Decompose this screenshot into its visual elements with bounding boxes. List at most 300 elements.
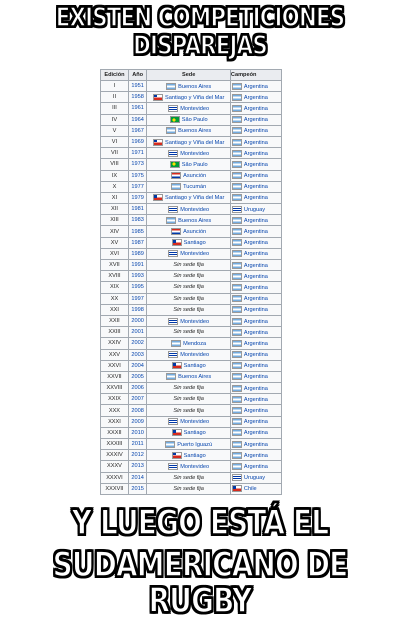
cell-sede (147, 204, 231, 215)
cell-sede (147, 416, 231, 427)
flag-br-icon (170, 161, 180, 168)
cell-campeon (230, 237, 281, 248)
table-row (101, 237, 282, 248)
edicion-label: V (112, 127, 117, 134)
sede-label[interactable]: Buenos Aires (178, 128, 212, 135)
cell-sede (147, 338, 231, 349)
cell-campeon (230, 394, 281, 405)
cell-ano (128, 215, 147, 226)
ano-link[interactable]: 1987 (131, 239, 144, 246)
cell-ano (128, 159, 147, 170)
ano-link[interactable]: 1971 (131, 150, 144, 157)
ano-link[interactable]: 1977 (131, 183, 144, 190)
table-header-row (101, 70, 282, 81)
cell-campeon (230, 293, 281, 304)
ano-link[interactable]: 1975 (131, 172, 144, 179)
sede-label[interactable]: Asunción (183, 229, 207, 236)
edicion-label: XXXVII (105, 485, 124, 492)
edicion-label: XXIX (108, 396, 121, 403)
table-row (101, 271, 282, 282)
ano-link[interactable]: 2004 (131, 362, 144, 369)
sede-label[interactable]: Montevideo (180, 251, 210, 258)
campeon-label[interactable]: Argentina (243, 184, 268, 191)
ano-link[interactable]: 1989 (131, 250, 144, 257)
flag-ar-icon (232, 284, 242, 291)
cell-campeon (230, 148, 281, 159)
sede-label[interactable]: Santiago (183, 363, 206, 370)
flag-ar-icon (232, 161, 242, 168)
campeon-label[interactable]: Argentina (243, 195, 268, 202)
flag-ar-icon (232, 94, 242, 101)
cell-sede (147, 125, 231, 136)
cell-sede (147, 439, 231, 450)
edicion-label: XXVII (107, 373, 122, 380)
sede-label[interactable]: São Paulo (181, 161, 208, 168)
cell-campeon (230, 136, 281, 147)
cell-ano (128, 427, 147, 438)
flag-ar-icon (165, 441, 175, 448)
cell-ano (128, 360, 147, 371)
cell-ano (128, 260, 147, 271)
table-body (101, 81, 282, 495)
ano-link[interactable]: 1985 (131, 228, 144, 235)
cell-sede (147, 271, 231, 282)
cell-campeon (230, 472, 281, 483)
cell-sede (147, 405, 231, 416)
table-row (101, 416, 282, 427)
edicion-label: II (112, 94, 116, 101)
table-row (101, 461, 282, 472)
campeon-label[interactable]: Argentina (243, 363, 268, 370)
campeon-label[interactable]: Argentina (243, 217, 268, 224)
table-row (101, 204, 282, 215)
campeon-label[interactable]: Argentina (243, 441, 268, 448)
bottom-caption-line1: Y LUEGO ESTÁ EL (71, 503, 329, 543)
campeon-label[interactable]: Argentina (243, 352, 268, 359)
cell-sede (147, 226, 231, 237)
header-campeon[interactable]: Campeón (230, 70, 281, 81)
flag-ar-icon (232, 105, 242, 112)
ano-link[interactable]: 2010 (131, 429, 144, 436)
cell-campeon (230, 125, 281, 136)
campeon-label[interactable]: Argentina (243, 396, 268, 403)
ano-link[interactable]: 2011 (131, 441, 144, 448)
cell-campeon (230, 181, 281, 192)
campeon-label[interactable]: Argentina (243, 161, 268, 168)
ano-link[interactable]: 2007 (131, 396, 144, 403)
ano-link[interactable]: 2002 (131, 340, 144, 347)
flag-ar-icon (232, 318, 242, 325)
sede-label[interactable]: São Paulo (181, 117, 208, 124)
ano-link[interactable]: 1967 (131, 127, 144, 134)
cell-ano (128, 394, 147, 405)
campeon-label[interactable]: Uruguay (243, 206, 266, 213)
campeon-label[interactable]: Argentina (243, 117, 268, 124)
cell-edicion (101, 215, 129, 226)
cell-sede (147, 360, 231, 371)
flag-cl-icon (153, 94, 163, 101)
ano-link[interactable]: 1973 (131, 161, 144, 168)
sede-label[interactable]: Santiago y Viña del Mar (165, 94, 225, 101)
ano-link[interactable]: 2005 (131, 373, 144, 380)
cell-ano (128, 237, 147, 248)
flag-ar-icon (232, 329, 242, 336)
ano-link[interactable]: 2008 (131, 407, 144, 414)
cell-campeon (230, 483, 281, 494)
cell-sede (147, 349, 231, 360)
edicion-label: XVII (109, 262, 120, 269)
cell-sede (147, 327, 231, 338)
sede-label[interactable]: Santiago (183, 452, 206, 459)
cell-campeon (230, 192, 281, 203)
sede-label[interactable]: Santiago y Viña del Mar (165, 195, 225, 202)
cell-sede (147, 427, 231, 438)
cell-edicion (101, 226, 129, 237)
ano-link[interactable]: 2013 (131, 463, 144, 470)
cell-edicion (101, 383, 129, 394)
edicion-label: XII (111, 206, 118, 213)
flag-uy-icon (168, 105, 178, 112)
cell-edicion (101, 237, 129, 248)
sede-label[interactable]: Tucumán (183, 184, 207, 191)
flag-ar-icon (232, 463, 242, 470)
ano-link[interactable]: 2006 (131, 385, 144, 392)
sede-label[interactable]: Montevideo (180, 105, 210, 112)
cell-ano (128, 125, 147, 136)
ano-link[interactable]: 1958 (131, 94, 144, 101)
cell-campeon (230, 103, 281, 114)
edicion-label: XXV (108, 351, 121, 358)
cell-campeon (230, 226, 281, 237)
cell-edicion (101, 92, 129, 103)
campeon-label[interactable]: Argentina (243, 273, 268, 280)
sede-label: Sin sede fija (173, 329, 204, 336)
ano-link[interactable]: 2009 (131, 418, 144, 425)
sede-label[interactable]: Santiago y Viña del Mar (165, 139, 225, 146)
ano-link[interactable]: 1991 (131, 262, 144, 269)
campeon-label[interactable]: Uruguay (243, 475, 266, 482)
cell-campeon (230, 371, 281, 382)
table-row (101, 472, 282, 483)
cell-sede (147, 81, 231, 92)
cell-sede (147, 248, 231, 259)
flag-ar-icon (171, 183, 181, 190)
cell-ano (128, 271, 147, 282)
cell-edicion (101, 439, 129, 450)
flag-ar-icon (232, 452, 242, 459)
cell-ano (128, 349, 147, 360)
edicion-label: IX (111, 172, 118, 179)
edicion-label: XXXI (108, 418, 121, 425)
flag-ar-icon (232, 441, 242, 448)
edicion-label: XI (111, 194, 118, 201)
cell-ano (128, 181, 147, 192)
campeon-label[interactable]: Argentina (243, 251, 268, 258)
sede-label[interactable]: Montevideo (180, 352, 210, 359)
sede-label[interactable]: Montevideo (180, 206, 210, 213)
cell-campeon (230, 304, 281, 315)
sede-label: Sin sede fija (173, 284, 204, 291)
campeon-label[interactable]: Argentina (243, 105, 268, 112)
cell-edicion (101, 248, 129, 259)
cell-campeon (230, 114, 281, 125)
campeon-label[interactable]: Argentina (243, 128, 268, 135)
ano-link[interactable]: 1981 (131, 206, 144, 213)
table-row (101, 483, 282, 494)
sede-label[interactable]: Buenos Aires (178, 217, 212, 224)
campeon-label[interactable]: Argentina (243, 408, 268, 415)
sede-label[interactable]: Asunción (183, 173, 207, 180)
campeon-label[interactable]: Argentina (243, 139, 268, 146)
flag-uy-icon (168, 463, 178, 470)
cell-campeon (230, 450, 281, 461)
cell-ano (128, 248, 147, 259)
ano-link[interactable]: 1969 (131, 139, 144, 146)
flag-uy-icon (168, 206, 178, 213)
edicion-label: XX (110, 295, 119, 302)
sede-label: Sin sede fija (173, 273, 204, 280)
sede-label: Sin sede fija (173, 295, 204, 302)
table-row (101, 103, 282, 114)
ano-link[interactable]: 1998 (131, 306, 144, 313)
flag-ar-icon (232, 396, 242, 403)
flag-uy-icon (168, 250, 178, 257)
flag-cl-icon (172, 452, 182, 459)
cell-edicion (101, 204, 129, 215)
cell-ano (128, 327, 147, 338)
cell-sede (147, 114, 231, 125)
cell-campeon (230, 271, 281, 282)
table-row (101, 92, 282, 103)
campeon-label[interactable]: Argentina (243, 94, 268, 101)
header-sede[interactable]: Sede (147, 70, 231, 81)
cell-campeon (230, 416, 281, 427)
table-row (101, 226, 282, 237)
cell-campeon (230, 461, 281, 472)
flag-cl-icon (172, 429, 182, 436)
ano-link[interactable]: 2014 (131, 474, 144, 481)
edicion-label: XXVIII (106, 385, 123, 392)
cell-ano (128, 226, 147, 237)
cell-edicion (101, 338, 129, 349)
campeon-label[interactable]: Chile (243, 486, 257, 493)
sede-label: Sin sede fija (173, 385, 204, 392)
edicion-label: XV (110, 239, 119, 246)
sede-label[interactable]: Montevideo (180, 419, 210, 426)
cell-sede (147, 282, 231, 293)
cell-edicion (101, 416, 129, 427)
cell-sede (147, 472, 231, 483)
cell-edicion (101, 260, 129, 271)
campeon-label[interactable]: Argentina (243, 284, 268, 291)
cell-campeon (230, 360, 281, 371)
ano-link[interactable]: 1993 (131, 273, 144, 280)
bottom-caption-line2: SUDAMERICANO DE RUGBY (52, 545, 348, 621)
cell-edicion (101, 159, 129, 170)
cell-ano (128, 114, 147, 125)
table-row (101, 338, 282, 349)
ano-link[interactable]: 1961 (131, 105, 144, 112)
cell-edicion (101, 148, 129, 159)
campeon-label[interactable]: Argentina (243, 430, 268, 437)
campeon-label[interactable]: Argentina (243, 173, 268, 180)
flag-ar-icon (232, 429, 242, 436)
table-row (101, 170, 282, 181)
flag-cl-icon (172, 362, 182, 369)
ano-link[interactable]: 1997 (131, 295, 144, 302)
sede-label[interactable]: Buenos Aires (178, 83, 212, 90)
cell-sede (147, 383, 231, 394)
cell-edicion (101, 136, 129, 147)
flag-ar-icon (232, 295, 242, 302)
flag-ar-icon (232, 418, 242, 425)
sede-label: Sin sede fija (173, 396, 204, 403)
table-row (101, 394, 282, 405)
edicion-label: XIV (109, 228, 119, 235)
campeon-label[interactable]: Argentina (243, 307, 268, 314)
sede-label[interactable]: Mendoza (183, 340, 207, 347)
ano-link[interactable]: 1983 (131, 217, 144, 224)
table-row (101, 181, 282, 192)
cell-edicion (101, 125, 129, 136)
sede-label[interactable]: Puerto Iguazú (177, 441, 213, 448)
sede-label[interactable]: Montevideo (180, 318, 210, 325)
campeon-label[interactable]: Argentina (243, 340, 268, 347)
sede-label[interactable]: Santiago (183, 430, 206, 437)
flag-uy-icon (232, 206, 242, 213)
flag-ar-icon (232, 239, 242, 246)
flag-cl-icon (153, 139, 163, 146)
cell-edicion (101, 349, 129, 360)
cell-campeon (230, 170, 281, 181)
cell-campeon (230, 327, 281, 338)
cell-ano (128, 304, 147, 315)
flag-ar-icon (232, 139, 242, 146)
ano-link[interactable]: 2012 (131, 452, 144, 459)
sede-label[interactable]: Buenos Aires (178, 374, 212, 381)
table-row (101, 427, 282, 438)
campeon-label[interactable]: Argentina (243, 240, 268, 247)
flag-br-icon (170, 116, 180, 123)
ano-link[interactable]: 1964 (131, 116, 144, 123)
flag-py-icon (171, 172, 181, 179)
cell-edicion (101, 192, 129, 203)
cell-ano (128, 148, 147, 159)
edicion-label: VII (111, 150, 118, 157)
cell-edicion (101, 114, 129, 125)
flag-ar-icon (232, 373, 242, 380)
campeon-label[interactable]: Argentina (243, 452, 268, 459)
cell-ano (128, 371, 147, 382)
table-row (101, 327, 282, 338)
cell-ano (128, 483, 147, 494)
cell-edicion (101, 461, 129, 472)
table-row (101, 439, 282, 450)
campeon-label[interactable]: Argentina (243, 419, 268, 426)
campeon-label[interactable]: Argentina (243, 296, 268, 303)
cell-ano (128, 439, 147, 450)
cell-ano (128, 338, 147, 349)
flag-uy-icon (232, 474, 242, 481)
ano-link[interactable]: 1979 (131, 194, 144, 201)
cell-sede (147, 159, 231, 170)
cell-edicion (101, 472, 129, 483)
campeon-label[interactable]: Argentina (243, 229, 268, 236)
cell-ano (128, 293, 147, 304)
flag-ar-icon (232, 172, 242, 179)
flag-ar-icon (232, 351, 242, 358)
cell-sede (147, 483, 231, 494)
cell-ano (128, 170, 147, 181)
cell-sede (147, 181, 231, 192)
sede-label[interactable]: Montevideo (180, 463, 210, 470)
edicion-label: XXVI (108, 362, 121, 369)
sede-label[interactable]: Montevideo (180, 150, 210, 157)
campeon-label[interactable]: Argentina (243, 318, 268, 325)
table-row (101, 125, 282, 136)
campeon-label[interactable]: Argentina (243, 83, 268, 90)
sede-label[interactable]: Santiago (183, 240, 206, 247)
table-row (101, 349, 282, 360)
edicion-label: III (112, 105, 117, 112)
cell-edicion (101, 405, 129, 416)
table-row (101, 159, 282, 170)
cell-sede (147, 315, 231, 326)
ano-link[interactable]: 1951 (131, 83, 144, 90)
top-caption: EXISTEN COMPETICIONES DISPAREJAS (55, 3, 345, 61)
cell-sede (147, 170, 231, 181)
cell-edicion (101, 394, 129, 405)
campeon-label[interactable]: Argentina (243, 150, 268, 157)
campeon-label[interactable]: Argentina (243, 262, 268, 269)
ano-link[interactable]: 2015 (131, 485, 144, 492)
edicion-label: X (112, 183, 117, 190)
cell-campeon (230, 439, 281, 450)
campeon-label[interactable]: Argentina (243, 374, 268, 381)
ano-link[interactable]: 2001 (131, 329, 144, 336)
campeon-label[interactable]: Argentina (243, 385, 268, 392)
flag-cl-icon (172, 239, 182, 246)
campeon-label[interactable]: Argentina (243, 329, 268, 336)
ano-link[interactable]: 2003 (131, 351, 144, 358)
flag-uy-icon (168, 318, 178, 325)
edicion-label: VIII (110, 161, 119, 168)
champions-table-container (100, 69, 282, 495)
cell-edicion (101, 427, 129, 438)
cell-campeon (230, 383, 281, 394)
flag-ar-icon (232, 116, 242, 123)
cell-edicion (101, 483, 129, 494)
cell-campeon (230, 248, 281, 259)
edicion-label: I (113, 83, 116, 90)
cell-edicion (101, 450, 129, 461)
cell-edicion (101, 81, 129, 92)
table-row (101, 315, 282, 326)
ano-link[interactable]: 2000 (131, 318, 144, 325)
cell-edicion (101, 360, 129, 371)
ano-link[interactable]: 1995 (131, 284, 144, 291)
header-edicion[interactable]: Edición (101, 70, 129, 81)
cell-ano (128, 103, 147, 114)
table-row (101, 360, 282, 371)
cell-sede (147, 304, 231, 315)
header-ano[interactable]: Año (128, 70, 147, 81)
cell-campeon (230, 349, 281, 360)
table-row (101, 293, 282, 304)
campeon-label[interactable]: Argentina (243, 463, 268, 470)
cell-ano (128, 315, 147, 326)
table-row (101, 81, 282, 92)
